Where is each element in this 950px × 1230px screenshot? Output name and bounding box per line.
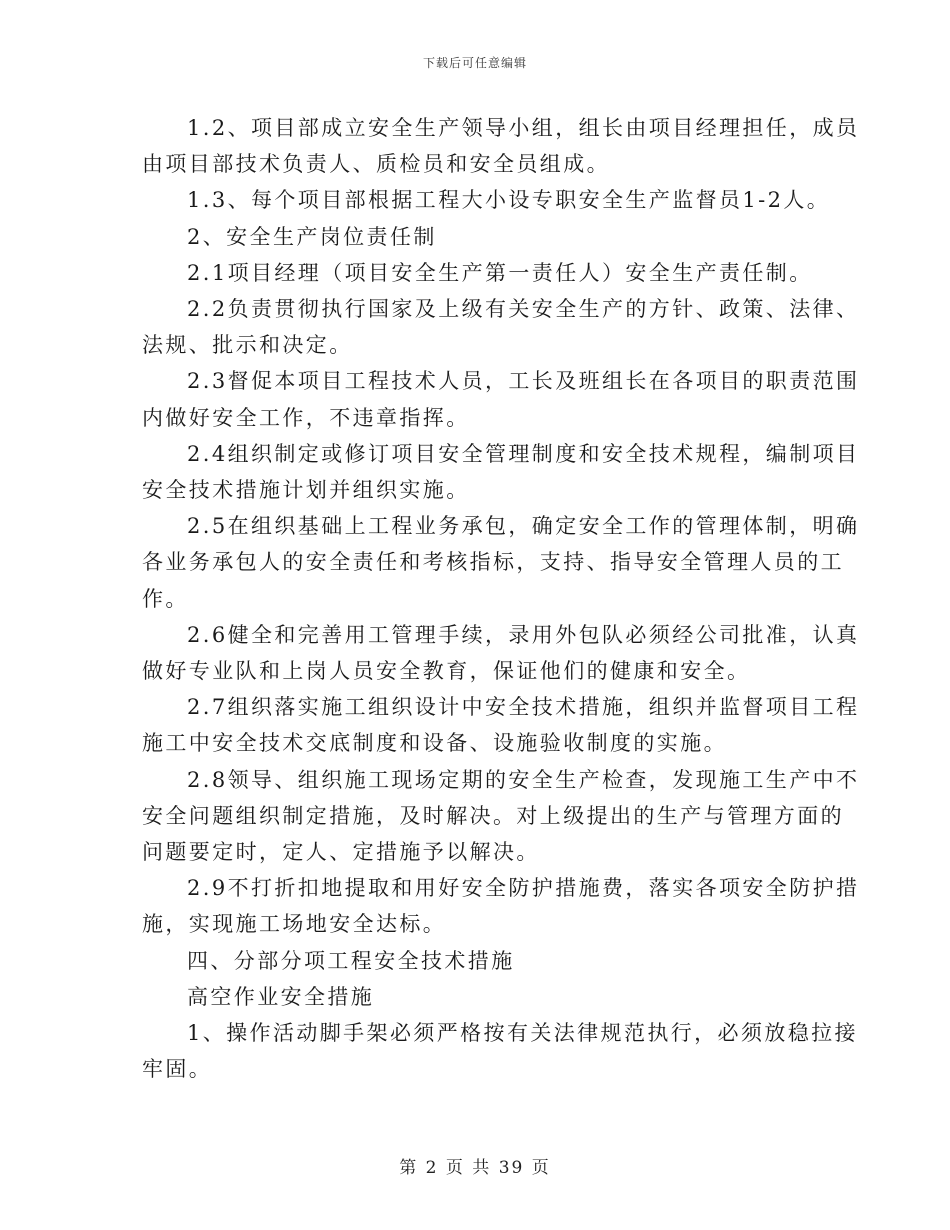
text-line: 问题要定时，定人、定措施予以解决。 [142, 840, 540, 865]
text-line: 2.4组织制定或修订项目安全管理制度和安全技术规程，编制项目 [187, 441, 860, 466]
text-line: 法规、批示和决定。 [142, 333, 353, 358]
text-line: 高空作业安全措施 [187, 984, 375, 1009]
document-body [142, 110, 860, 1087]
text-line: 施工中安全技术交底制度和设备、设施验收制度的实施。 [142, 731, 727, 756]
text-line: 2.2负责贯彻执行国家及上级有关安全生产的方针、政策、法律、 [187, 297, 860, 322]
text-line: 2.6健全和完善用工管理手续，录用外包队必须经公司批准，认真 [187, 622, 860, 647]
text-line: 2.8领导、组织施工现场定期的安全生产检查，发现施工生产中不 [187, 767, 860, 792]
text-line: 由项目部技术负责人、质检员和安全员组成。 [142, 152, 610, 177]
text-line: 1、操作活动脚手架必须严格按有关法律规范执行，必须放稳拉接 [187, 1021, 858, 1046]
text-line: 1.2、项目部成立安全生产领导小组，组长由项目经理担任，成员 [187, 116, 860, 140]
text-line: 施，实现施工场地安全达标。 [142, 912, 447, 937]
text-line: 牢固。 [142, 1057, 213, 1082]
text-line: 1.3、每个项目部根据工程大小设专职安全生产监督员1-2人。 [187, 188, 831, 213]
text-line: 各业务承包人的安全责任和考核指标，支持、指导安全管理人员的工 [142, 550, 844, 575]
text-line: 安全问题组织制定措施，及时解决。对上级提出的生产与管理方面的 [142, 803, 844, 828]
text-line: 四、分部分项工程安全技术措施 [187, 948, 515, 973]
text-line: 安全技术措施计划并组织实施。 [142, 478, 470, 503]
text-line: 做好专业队和上岗人员安全教育，保证他们的健康和安全。 [142, 659, 751, 684]
text-line: 2.5在组织基础上工程业务承包，确定安全工作的管理体制，明确 [187, 514, 860, 539]
text-line: 内做好安全工作，不违章指挥。 [142, 405, 470, 430]
text-line: 2.9不打折扣地提取和用好安全防护措施费，落实各项安全防护措 [187, 876, 860, 901]
page-header: 下载后可任意编辑 [422, 56, 527, 70]
page-footer: 第 2 页 共 39 页 [399, 1158, 551, 1178]
text-line: 2.3督促本项目工程技术人员，工长及班组长在各项目的职责范围 [187, 369, 860, 394]
text-line: 2.7组织落实施工组织设计中安全技术措施，组织并监督项目工程 [187, 695, 860, 720]
text-line: 2.1项目经理（项目安全生产第一责任人）安全生产责任制。 [187, 260, 813, 285]
text-line: 作。 [142, 586, 189, 611]
text-line: 2、安全生产岗位责任制 [187, 224, 437, 249]
